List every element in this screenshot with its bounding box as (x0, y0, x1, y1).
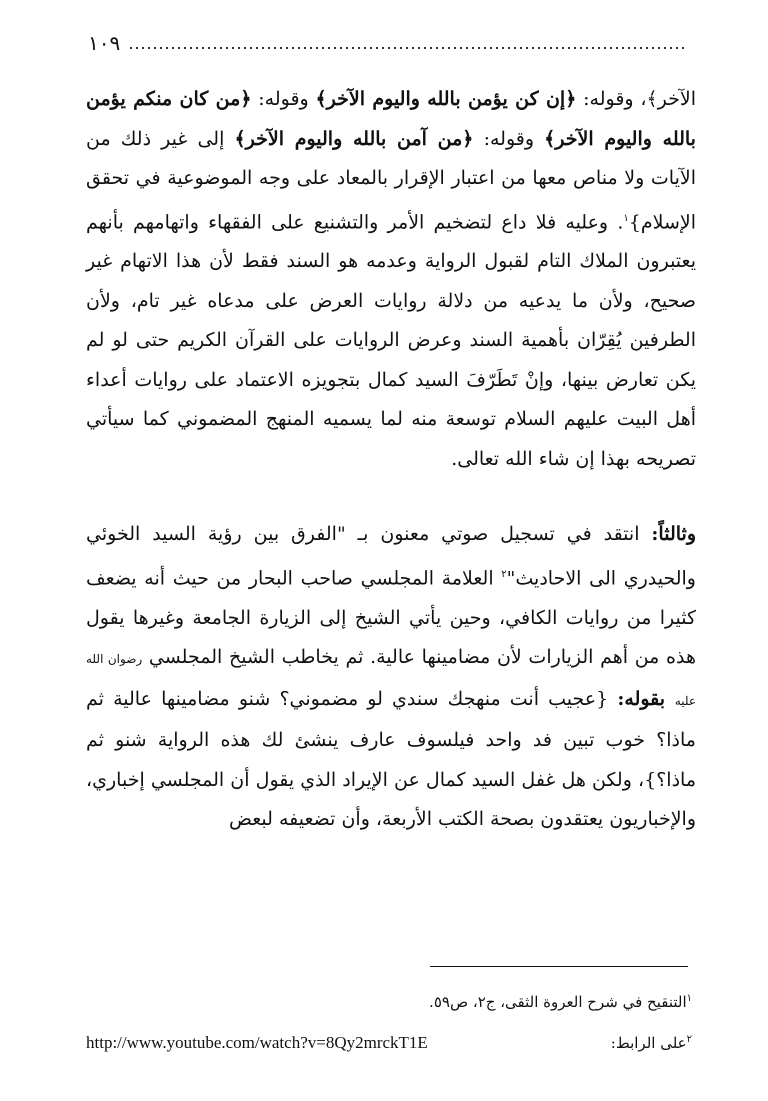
page-number: ١٠٩ (88, 31, 121, 55)
page-header (88, 30, 688, 56)
quran-verse: ﴿إن كن يؤمن بالله واليوم الآخر﴾ (315, 88, 577, 110)
footnote-ref-2[interactable]: ٢ (501, 568, 507, 580)
paragraph-2 (86, 515, 696, 839)
text-run: الآخر﴾، وقوله: (576, 88, 697, 110)
footnote-2 (86, 1021, 692, 1062)
footnote-mark: ٢ (686, 1034, 692, 1045)
footnote-mark: ١ (686, 993, 692, 1004)
quote-intro: بقوله: (617, 687, 675, 710)
footnote-separator (430, 966, 688, 967)
text-run: {عجيب أنت منهجك سندي لو مضموني؟ شنو مضامينها عالية ثم ماذا؟ خوب تبين فد واحد فيلسوف عارف ينشئ لك هذه الرواية شنو ثم ماذا؟}، ولكن هل غفل السيد كمال عن الإيراد الذي يقول أن المجلسي إخباري، والإخباريون يعتقدون بصحة الكتب الأربعة، وأن تضعيفه لبعض (86, 687, 696, 831)
footnote-ref-1[interactable]: ١ (623, 212, 629, 224)
footnote-2-link[interactable]: http://www.youtube.com/watch?v=8Qy2mrckT1E (86, 1033, 428, 1052)
quran-verse: ﴿من كان منكم يؤمن بالله واليوم الآخر﴾ (86, 88, 696, 150)
paragraph-lead: وثالثاً: (651, 523, 696, 546)
text-run: العلامة المجلسي صاحب البحار من حيث أنه يضعف كثيرا من روايات الكافي، وحين يأتي الشيخ إلى الزيارة الجامعة وغيرها يقول هذه من أهم الزيارات لأن مضامينها عالية. ثم يخاطب الشيخ المجلسي (86, 567, 696, 669)
honorific: رضوان الله عليه (86, 652, 696, 708)
main-text (86, 80, 696, 840)
paragraph-1 (86, 80, 696, 479)
footnote-1-content: التنقيح في شرح العروة الثقى، ج٢، ص٥٩. (429, 993, 687, 1011)
footnote-1 (86, 980, 692, 1021)
footnote-1-text (429, 980, 692, 1021)
paragraph-spacer (86, 479, 696, 515)
text-run: انتقد في تسجيل صوتي معنون بـ "الفرق بين رؤية السيد الخوئي والحيدري الى الاحاديث" (86, 523, 696, 590)
text-run: وقوله: (251, 88, 309, 110)
header-dotted-rule (128, 47, 688, 49)
footnote-2-label (611, 1021, 692, 1062)
text-run: وقوله: (473, 127, 535, 150)
footnotes (86, 980, 692, 1062)
quran-verse: ﴿من آمن بالله واليوم الآخر﴾ (234, 127, 474, 150)
text-run: إلى غير ذلك من الآيات ولا مناص معها من اعتبار الإقرار بالمعاد على وجه الموضوعية في تحقق الإسلام} (86, 127, 696, 233)
footnote-2-label-text: على الرابط: (610, 1034, 687, 1052)
text-run: . وعليه فلا داع لتضخيم الأمر والتشنيع على الفقهاء واتهامهم بأنهم يعتبرون الملاك التام لقبول الرواية وعدمه هو السند فقط لأن هذا الاتهام غير صحيح، ولأن ما يدعيه من دلالة روايات العرض على مدعاه غير تام، ولأن الطرفين يُقِرّان بأهمية السند وعرض الروايات على القرآن الكريم حتى لو لم يكن تعارض بينها، وإنْ تَطَرّفَ السيد كمال بتجويزه الاعتماد على روايات أعداء أهل البيت عليهم السلام توسعة منه لما يسميه المنهج المضموني كما سيأتي تصريحه بهذا إن شاء الله تعالى. (86, 210, 696, 470)
